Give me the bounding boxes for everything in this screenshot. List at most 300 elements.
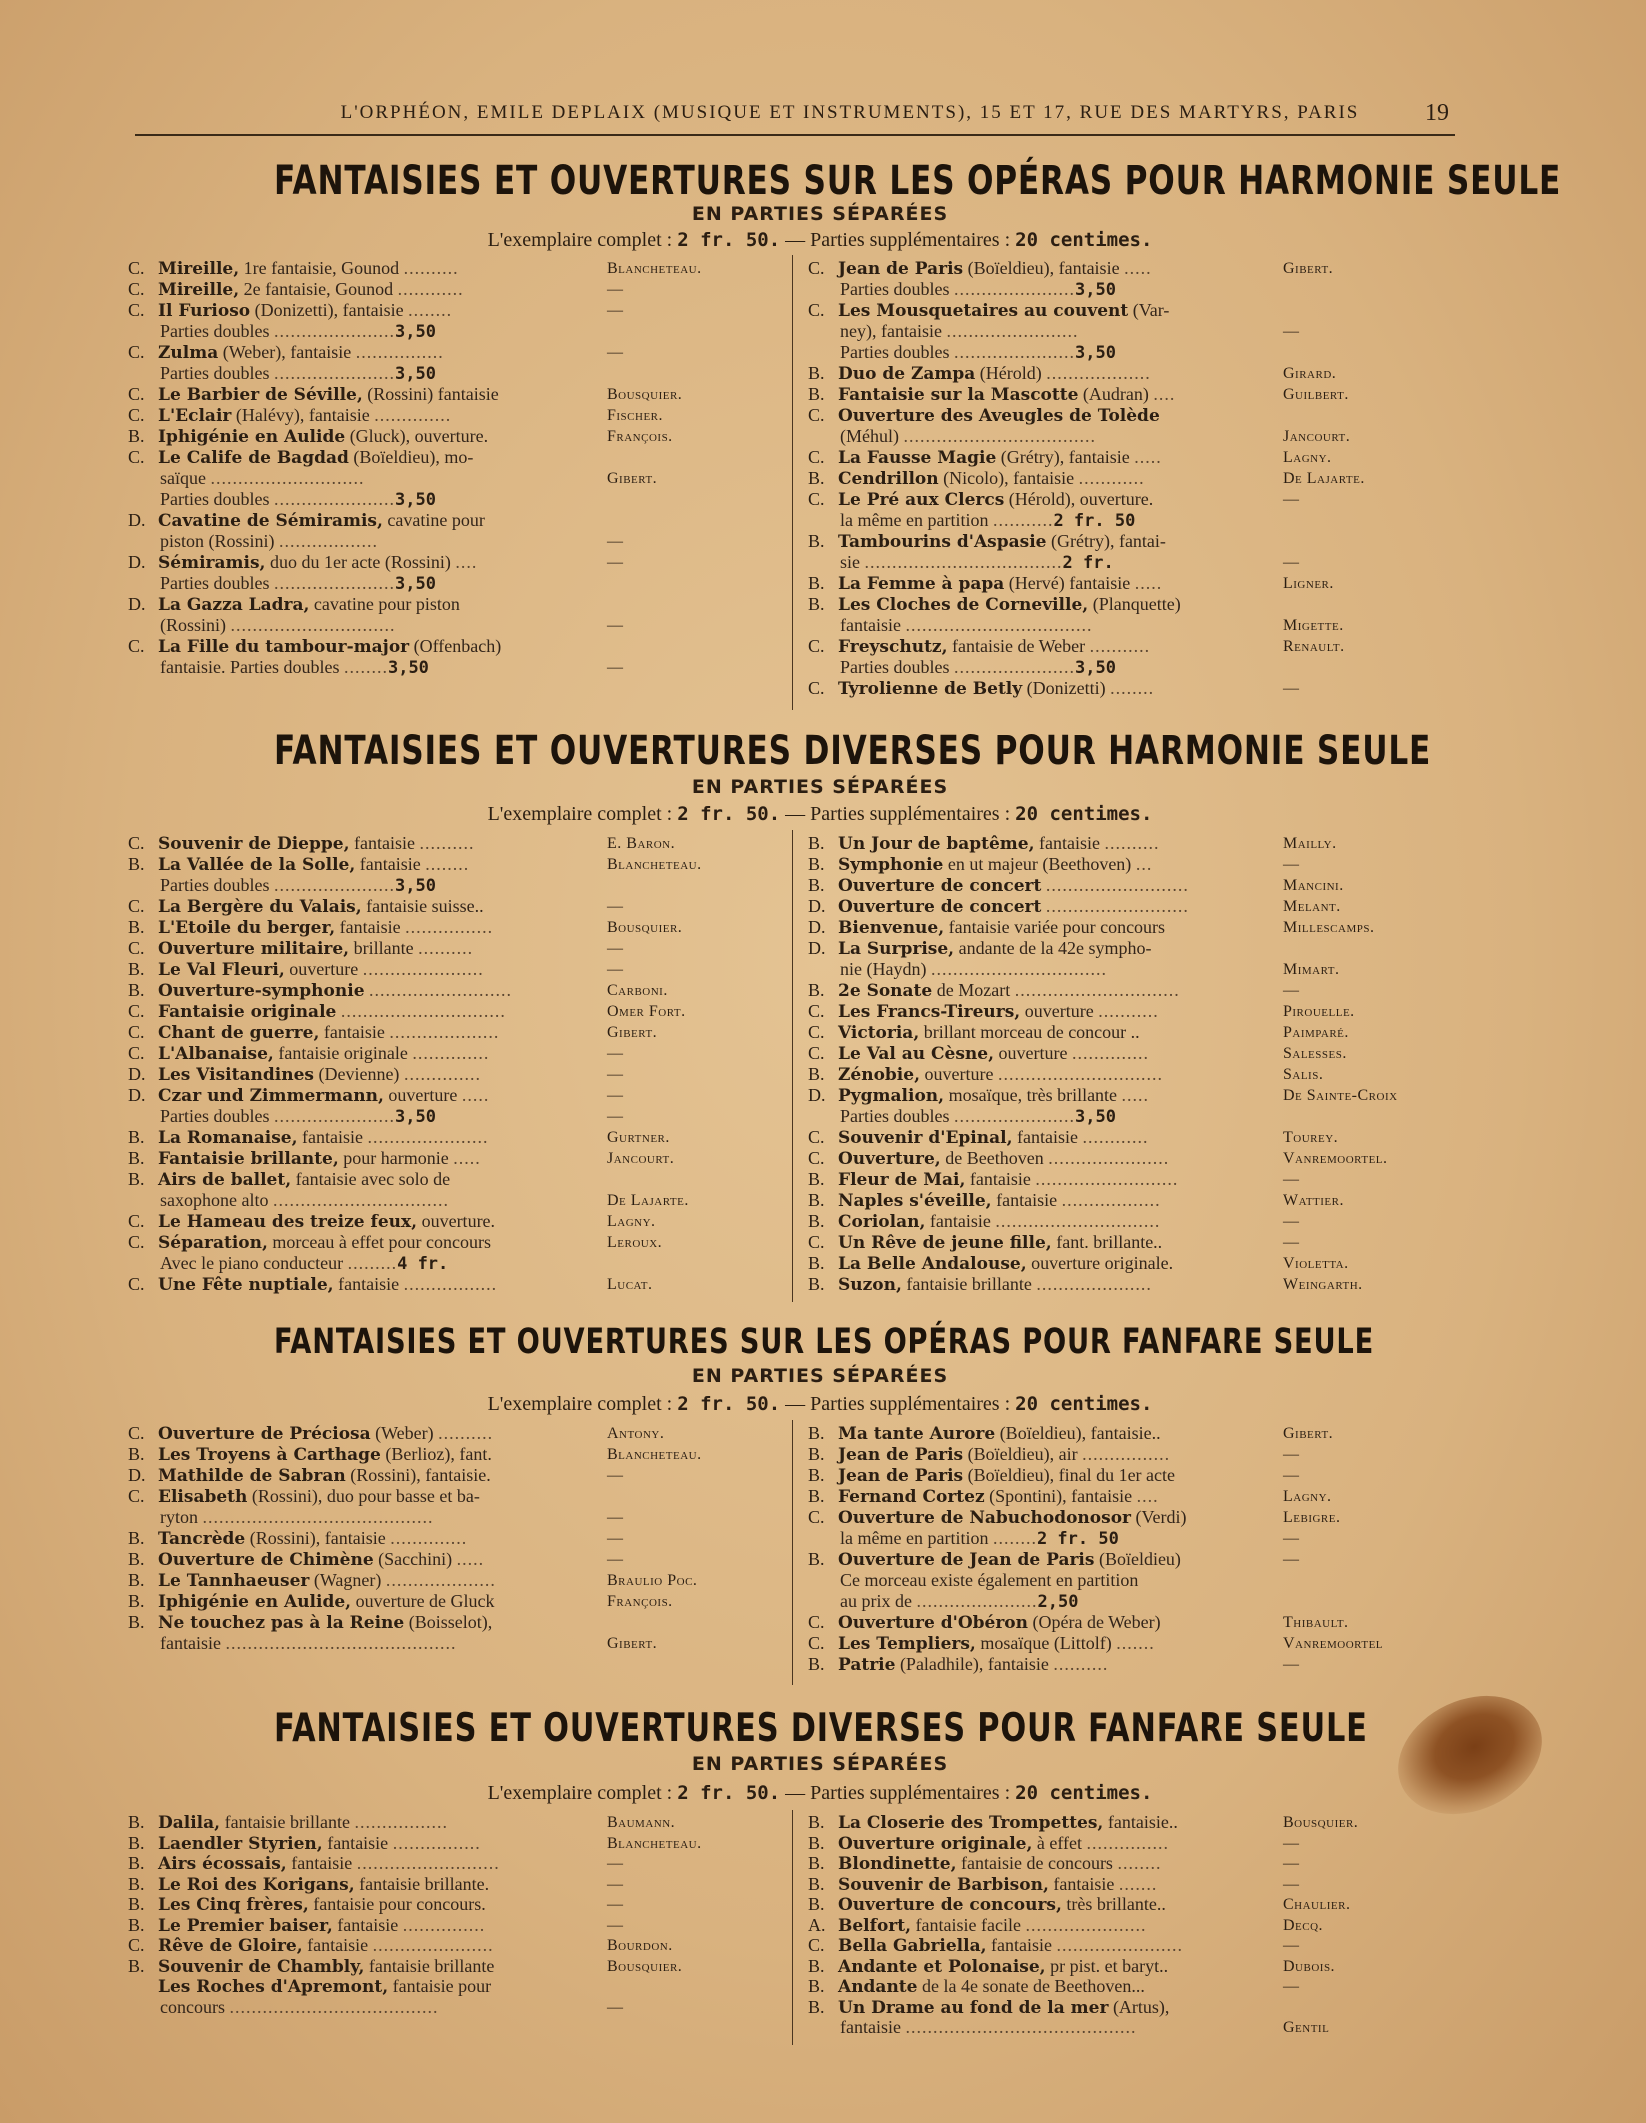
entry-description: concours bbox=[160, 1996, 225, 2017]
entry-arranger: Blancheteau. bbox=[607, 260, 702, 277]
list-item bbox=[808, 1956, 1168, 1977]
entry-leader-dots: ...................... bbox=[954, 279, 1075, 299]
entry-description: la même en partition bbox=[840, 510, 989, 530]
entry-title: Zénobie, bbox=[838, 1065, 921, 1085]
entry-title: La Surprise, bbox=[838, 939, 955, 959]
entry-arranger: Gibert. bbox=[607, 1635, 658, 1652]
entry-arranger: Millescamps. bbox=[1283, 919, 1375, 936]
entry-type-letter: C. bbox=[808, 1232, 825, 1252]
list-item bbox=[128, 489, 436, 510]
entry-type-letter: C. bbox=[128, 258, 145, 278]
entry-leader-dots: ................................ bbox=[272, 1190, 449, 1210]
entry-arranger: Bousquier. bbox=[607, 386, 683, 403]
entry-description: (Boïeldieu) bbox=[1098, 1549, 1181, 1569]
list-item bbox=[808, 917, 1165, 938]
entry-leader-dots: ........ bbox=[992, 1528, 1037, 1548]
entry-arranger: — bbox=[1283, 1467, 1300, 1484]
list-item bbox=[128, 1915, 485, 1936]
list-item bbox=[808, 1127, 1149, 1148]
entry-arranger: Lucat. bbox=[607, 1276, 653, 1293]
entry-description: (Méhul) bbox=[840, 426, 899, 446]
list-item bbox=[128, 1232, 491, 1253]
entry-type-letter: C. bbox=[808, 1043, 825, 1063]
list-item bbox=[808, 1486, 1159, 1507]
entry-title: Symphonie bbox=[838, 855, 944, 875]
entry-arranger: — bbox=[1283, 491, 1300, 508]
list-item bbox=[808, 510, 1135, 531]
list-item bbox=[808, 1612, 1161, 1633]
entry-description: à effet bbox=[1036, 1832, 1083, 1853]
list-item bbox=[128, 1001, 506, 1022]
entry-arranger: — bbox=[1283, 554, 1300, 571]
entry-description: (Hérold) bbox=[979, 363, 1042, 383]
entry-arranger: Pirouelle. bbox=[1283, 1003, 1355, 1020]
entry-description: fantaisie. Parties doubles bbox=[160, 657, 340, 677]
entry-description: fantaisie bbox=[323, 1022, 385, 1042]
entry-price: 2 fr. 50 bbox=[1036, 1529, 1119, 1549]
entry-arranger: Violetta. bbox=[1283, 1255, 1349, 1272]
list-item bbox=[128, 1444, 492, 1465]
entry-type-letter: C. bbox=[808, 636, 825, 656]
entry-description: Parties doubles bbox=[840, 657, 950, 677]
entry-description: (Wagner) bbox=[313, 1570, 382, 1590]
entry-price: 3,50 bbox=[395, 364, 436, 384]
entry-arranger: Chaulier. bbox=[1283, 1896, 1351, 1913]
entry-title: Ouverture de Jean de Paris bbox=[838, 1550, 1095, 1570]
list-item bbox=[128, 1274, 497, 1295]
entry-description: (Gluck), ouverture. bbox=[349, 426, 489, 446]
entry-type-letter: C. bbox=[128, 1935, 145, 1955]
entry-arranger: — bbox=[1283, 1213, 1300, 1230]
list-item bbox=[128, 1465, 491, 1486]
entry-title: La Fille du tambour-major bbox=[158, 637, 410, 657]
entry-arranger: Vanremoortel bbox=[1283, 1635, 1384, 1652]
entry-description: fantaisie bbox=[929, 1211, 991, 1231]
entry-arranger: Vanremoortel. bbox=[1283, 1150, 1388, 1167]
entry-arranger: — bbox=[607, 1467, 624, 1484]
entry-arranger: Thibault. bbox=[1283, 1614, 1349, 1631]
price-extra-label: — Parties supplémentaires : bbox=[785, 803, 1011, 825]
list-item bbox=[128, 917, 493, 938]
entry-leader-dots: ............... bbox=[1086, 1832, 1170, 1853]
entry-description: fantaisie pour bbox=[392, 1976, 492, 1996]
entry-description: (Sacchini) bbox=[378, 1549, 453, 1569]
entry-title: Souvenir d'Epinal, bbox=[838, 1128, 1013, 1148]
entry-type-letter: B. bbox=[128, 1549, 145, 1569]
entry-leader-dots: ........................ bbox=[946, 321, 1079, 341]
list-item bbox=[128, 1423, 493, 1444]
list-item bbox=[808, 678, 1154, 699]
column-divider bbox=[792, 830, 793, 1302]
entry-arranger: Antony. bbox=[607, 1425, 665, 1442]
list-item bbox=[128, 1148, 481, 1169]
entry-leader-dots: .................. bbox=[1061, 1190, 1161, 1210]
entry-type-letter: C. bbox=[128, 1043, 145, 1063]
entry-arranger: — bbox=[607, 961, 624, 978]
entry-arranger: — bbox=[607, 1087, 624, 1104]
entry-type-letter: B. bbox=[128, 980, 145, 1000]
entry-type-letter: B. bbox=[808, 531, 825, 551]
entry-type-letter: B. bbox=[808, 875, 825, 895]
entry-arranger: Baumann. bbox=[607, 1814, 676, 1831]
entry-title: Cavatine de Sémiramis, bbox=[158, 511, 383, 531]
entry-type-letter: B. bbox=[808, 1873, 825, 1894]
list-item bbox=[128, 594, 460, 615]
entry-title: Ouverture de Nabuchodonosor bbox=[838, 1508, 1131, 1528]
entry-arranger: Melant. bbox=[1283, 898, 1341, 915]
entry-arranger: — bbox=[607, 659, 624, 676]
list-item bbox=[128, 1064, 481, 1085]
entry-description: fantaisie bbox=[1039, 833, 1101, 853]
list-item bbox=[808, 279, 1116, 300]
list-item bbox=[808, 489, 1153, 510]
entry-arranger: Jancourt. bbox=[1283, 428, 1351, 445]
entry-title: Le Roi des Korigans, bbox=[158, 1874, 355, 1895]
entry-description: (Rossini), duo pour basse et ba- bbox=[251, 1486, 480, 1506]
entry-description: fantaisie avec solo de bbox=[295, 1169, 451, 1189]
column-divider bbox=[792, 1420, 793, 1685]
entry-type-letter: B. bbox=[808, 1812, 825, 1832]
entry-type-letter: B. bbox=[808, 1894, 825, 1914]
entry-description: fantaisie.. bbox=[1107, 1812, 1178, 1832]
section-subtitle: EN PARTIES SÉPARÉES bbox=[691, 1753, 949, 1775]
entry-title: Elisabeth bbox=[158, 1487, 248, 1507]
list-item bbox=[808, 342, 1116, 363]
entry-title: Tancrède bbox=[158, 1529, 246, 1549]
list-item bbox=[808, 1915, 1146, 1936]
entry-leader-dots: ..... bbox=[461, 1085, 490, 1105]
list-item bbox=[808, 1190, 1161, 1211]
list-item bbox=[128, 636, 501, 657]
entry-title: L'Albanaise, bbox=[158, 1044, 274, 1064]
list-item bbox=[128, 1507, 434, 1528]
entry-leader-dots: .......................... bbox=[356, 1853, 500, 1873]
price-complete-label: L'exemplaire complet : bbox=[487, 1393, 673, 1415]
list-item bbox=[808, 1085, 1149, 1106]
entry-type-letter: B. bbox=[808, 1976, 825, 1996]
entry-arranger: Guilbert. bbox=[1283, 386, 1349, 403]
list-item bbox=[128, 1043, 489, 1064]
list-item bbox=[128, 833, 475, 854]
list-item bbox=[128, 1022, 499, 1043]
entry-leader-dots: .................................... bbox=[864, 552, 1063, 572]
list-item bbox=[808, 1591, 1078, 1612]
entry-type-letter: D. bbox=[128, 510, 146, 530]
entry-type-letter: B. bbox=[808, 1169, 825, 1189]
price-complete-value: 2 fr. 50. bbox=[677, 803, 781, 825]
entry-leader-dots: .......... bbox=[418, 938, 474, 958]
entry-title: Mathilde de Sabran bbox=[158, 1466, 346, 1486]
entry-arranger: — bbox=[1283, 1171, 1300, 1188]
entry-description: fantaisie bbox=[1053, 1873, 1115, 1894]
list-item bbox=[808, 2017, 1136, 2038]
entry-type-letter: C. bbox=[128, 279, 145, 299]
entry-title: Zulma bbox=[158, 343, 219, 363]
entry-arranger: — bbox=[1283, 1530, 1300, 1547]
entry-arranger: Gurtner. bbox=[607, 1129, 670, 1146]
entry-title: Mireille, bbox=[158, 280, 240, 300]
price-extra-label: — Parties supplémentaires : bbox=[785, 1782, 1011, 1804]
entry-description: fantaisie bbox=[840, 615, 901, 635]
entry-description: (Var- bbox=[1132, 300, 1170, 320]
list-item bbox=[808, 1274, 1152, 1295]
entry-arranger: Mimart. bbox=[1283, 961, 1340, 978]
entry-title: Airs de ballet, bbox=[158, 1170, 292, 1190]
entry-title: Rêve de Gloire, bbox=[158, 1936, 303, 1956]
entry-title: Souvenir de Chambly, bbox=[158, 1956, 365, 1977]
entry-leader-dots: ..... bbox=[1134, 447, 1162, 467]
column-divider bbox=[792, 1810, 793, 2045]
entry-type-letter: B. bbox=[808, 1253, 825, 1273]
entry-description: (Rossini), fantaisie. bbox=[350, 1465, 491, 1485]
entry-type-letter: B. bbox=[808, 573, 825, 593]
entry-title: Bienvenue, bbox=[838, 918, 945, 938]
entry-type-letter: B. bbox=[808, 1955, 825, 1976]
entry-title: Les Visitandines bbox=[158, 1065, 314, 1085]
entry-leader-dots: .... bbox=[1136, 1486, 1159, 1506]
entry-type-letter: A. bbox=[808, 1914, 826, 1935]
entry-arranger: — bbox=[1283, 1978, 1300, 1995]
entry-type-letter: C. bbox=[808, 1507, 825, 1527]
entry-type-letter: C. bbox=[128, 1211, 145, 1231]
list-item bbox=[128, 1935, 494, 1956]
list-item bbox=[808, 1253, 1173, 1274]
entry-type-letter: B. bbox=[128, 1853, 145, 1873]
entry-description: fantaisie bbox=[359, 854, 421, 874]
entry-arranger: — bbox=[1283, 1446, 1300, 1463]
entry-arranger: Mancini. bbox=[1283, 877, 1344, 894]
list-item bbox=[128, 573, 436, 594]
entry-type-letter: D. bbox=[128, 1085, 146, 1105]
entry-leader-dots: ..... bbox=[456, 1549, 485, 1569]
entry-type-letter: B. bbox=[808, 980, 825, 1000]
entry-description: mosaïque (Littolf) bbox=[980, 1633, 1112, 1653]
entry-description: fantaisie brillante. bbox=[359, 1873, 490, 1894]
entry-leader-dots: ........... bbox=[992, 510, 1054, 530]
entry-title: Le Premier baiser, bbox=[158, 1915, 333, 1936]
entry-leader-dots: .... bbox=[1153, 384, 1176, 404]
entry-description: la même en partition bbox=[840, 1528, 989, 1548]
list-item bbox=[128, 426, 488, 447]
entry-arranger: Tourey. bbox=[1283, 1129, 1339, 1146]
entry-description: (Boïeldieu), fantaisie.. bbox=[999, 1423, 1161, 1443]
entry-price: 3,50 bbox=[1075, 343, 1116, 363]
list-item bbox=[128, 279, 464, 300]
entry-leader-dots: .......... bbox=[1053, 1654, 1109, 1674]
entry-type-letter: B. bbox=[808, 1190, 825, 1210]
entry-title: Ouverture des Aveugles de Tolède bbox=[838, 406, 1160, 426]
list-item bbox=[128, 896, 484, 917]
entry-type-letter: B. bbox=[808, 594, 825, 614]
entry-title: Tambourins d'Aspasie bbox=[838, 532, 1047, 552]
list-item bbox=[808, 1001, 1159, 1022]
entry-description: (Grétry), fantaisie bbox=[1000, 447, 1130, 467]
entry-type-letter: C. bbox=[808, 678, 825, 698]
entry-leader-dots: ................. bbox=[403, 1274, 498, 1294]
entry-leader-dots: ........... bbox=[1089, 636, 1151, 656]
price-complete-value: 2 fr. 50. bbox=[677, 1393, 781, 1415]
entry-description: fantaisie bbox=[337, 1914, 399, 1935]
list-item bbox=[808, 594, 1181, 615]
price-extra-value: 20 centimes. bbox=[1015, 1782, 1153, 1804]
list-item bbox=[808, 426, 1096, 447]
entry-title: Sémiramis, bbox=[158, 553, 266, 573]
list-item bbox=[128, 1976, 491, 1997]
entry-type-letter: C. bbox=[128, 896, 145, 916]
entry-type-letter: B. bbox=[808, 1832, 825, 1853]
entry-price: 4 fr. bbox=[397, 1254, 449, 1274]
list-item bbox=[128, 980, 512, 1001]
entry-arranger: Leroux. bbox=[607, 1234, 663, 1251]
entry-description: (Planquette) bbox=[1092, 594, 1181, 614]
entry-description: (Artus), bbox=[1112, 1996, 1170, 2017]
list-item bbox=[808, 1444, 1170, 1465]
entry-description: fantaisie bbox=[354, 833, 415, 853]
entry-leader-dots: ...................... bbox=[916, 1591, 1038, 1611]
entry-title: Naples s'éveille, bbox=[838, 1191, 992, 1211]
entry-description: (Rossini) fantaisie bbox=[367, 384, 499, 404]
entry-price: 3,50 bbox=[395, 490, 436, 510]
entry-type-letter: C. bbox=[128, 1486, 145, 1506]
entry-leader-dots: ................... bbox=[1046, 363, 1151, 383]
entry-type-letter: B. bbox=[128, 1169, 145, 1189]
list-item bbox=[808, 363, 1151, 384]
entry-description: brillant morceau de concour .. bbox=[923, 1022, 1140, 1042]
entry-leader-dots: ................ bbox=[405, 917, 494, 937]
entry-title: Fantaisie sur la Mascotte bbox=[838, 385, 1079, 405]
entry-leader-dots: ....... bbox=[1118, 1873, 1158, 1894]
entry-description: ouverture bbox=[998, 1043, 1068, 1063]
entry-type-letter: B. bbox=[808, 1211, 825, 1231]
entry-price: 3,50 bbox=[395, 876, 436, 896]
entry-leader-dots: .......................................... bbox=[225, 1633, 457, 1653]
price-extra-label: — Parties supplémentaires : bbox=[785, 1393, 1011, 1415]
entry-arranger: Lagny. bbox=[1283, 449, 1332, 466]
entry-title: Le Barbier de Séville, bbox=[158, 385, 363, 405]
entry-leader-dots: ................ bbox=[392, 1832, 481, 1853]
price-line bbox=[120, 1393, 1520, 1416]
list-item bbox=[808, 1169, 1178, 1190]
price-line bbox=[120, 229, 1520, 252]
list-item bbox=[128, 1612, 492, 1633]
entry-description: (Rossini), fantaisie bbox=[249, 1528, 386, 1548]
entry-arranger: Carboni. bbox=[607, 982, 668, 999]
list-item bbox=[808, 1022, 1140, 1043]
entry-type-letter: C. bbox=[808, 258, 825, 278]
list-item bbox=[808, 959, 1107, 980]
entry-leader-dots: ...................................... bbox=[229, 1996, 439, 2017]
entry-arranger: Omer Fort. bbox=[607, 1003, 686, 1020]
list-item bbox=[808, 833, 1160, 854]
entry-title: Ouverture de concert bbox=[838, 897, 1042, 917]
entry-description: fantaisie bbox=[307, 1935, 369, 1955]
entry-type-letter: B. bbox=[128, 1444, 145, 1464]
entry-description: (Paladhile), fantaisie bbox=[899, 1654, 1049, 1674]
list-item bbox=[808, 657, 1116, 678]
entry-type-letter: B. bbox=[128, 1955, 145, 1976]
entry-description: (Hervé) fantaisie bbox=[1008, 573, 1131, 593]
entry-description: saxophone alto bbox=[160, 1190, 269, 1210]
entry-title: Fernand Cortez bbox=[838, 1487, 985, 1507]
entry-leader-dots: ............ bbox=[1078, 468, 1145, 488]
entry-title: Séparation, bbox=[158, 1233, 268, 1253]
list-item bbox=[128, 384, 499, 405]
entry-leader-dots: .......... bbox=[438, 1423, 494, 1443]
entry-description: (Nicolo), fantaisie bbox=[943, 468, 1075, 488]
list-item bbox=[128, 1894, 486, 1915]
list-item bbox=[808, 1833, 1169, 1854]
entry-arranger: Blancheteau. bbox=[607, 856, 702, 873]
entry-title: Jean de Paris bbox=[838, 259, 964, 279]
entry-leader-dots: ................. bbox=[354, 1812, 449, 1832]
entry-leader-dots: ..... bbox=[453, 1148, 481, 1168]
section-subtitle: EN PARTIES SÉPARÉES bbox=[691, 776, 949, 798]
entry-arranger: Wattier. bbox=[1283, 1192, 1344, 1209]
list-item bbox=[808, 615, 1092, 636]
list-item bbox=[808, 980, 1180, 1001]
list-item bbox=[808, 1894, 1166, 1915]
entry-title: Ne touchez pas à la Reine bbox=[158, 1613, 405, 1633]
list-item bbox=[808, 1874, 1157, 1895]
entry-type-letter: C. bbox=[128, 1001, 145, 1021]
entry-leader-dots: ...................... bbox=[954, 342, 1075, 362]
entry-arranger: Blancheteau. bbox=[607, 1446, 702, 1463]
entry-leader-dots: ......... bbox=[347, 1253, 398, 1273]
entry-leader-dots: ...................... bbox=[954, 657, 1075, 677]
entry-arranger: Lagny. bbox=[1283, 1488, 1332, 1505]
entry-description: fantaisie bbox=[339, 917, 401, 937]
list-item bbox=[808, 1654, 1108, 1675]
entry-arranger: Gibert. bbox=[607, 1024, 658, 1041]
entry-type-letter: B. bbox=[128, 1612, 145, 1632]
entry-title: Chant de guerre, bbox=[158, 1023, 320, 1043]
entry-description: ryton bbox=[160, 1507, 198, 1527]
entry-type-letter: B. bbox=[808, 1274, 825, 1294]
list-item bbox=[128, 1591, 495, 1612]
entry-title: La Bergère du Valais, bbox=[158, 897, 362, 917]
entry-type-letter: B. bbox=[808, 1064, 825, 1084]
section-title: FANTAISIES ET OUVERTURES SUR LES OPÉRAS POUR FANFARE SEULE bbox=[274, 1322, 1375, 1362]
list-item bbox=[128, 1190, 449, 1211]
entry-title: Les Templiers, bbox=[838, 1634, 976, 1654]
list-item bbox=[128, 552, 477, 573]
entry-description: (Grétry), fantai- bbox=[1050, 531, 1166, 551]
price-complete-value: 2 fr. 50. bbox=[677, 1782, 781, 1804]
entry-arranger: Migette. bbox=[1283, 617, 1344, 634]
entry-description: fantaisie brillante bbox=[368, 1955, 495, 1976]
entry-leader-dots: .......... bbox=[1104, 833, 1160, 853]
entry-arranger: — bbox=[607, 554, 624, 571]
list-item bbox=[128, 1211, 495, 1232]
entry-description: fantaisie variée pour concours bbox=[948, 917, 1166, 937]
entry-type-letter: B. bbox=[128, 1914, 145, 1935]
price-line bbox=[120, 803, 1520, 826]
entry-type-letter: B. bbox=[808, 1486, 825, 1506]
entry-description: (Devienne) bbox=[318, 1064, 400, 1084]
entry-title: Airs écossais, bbox=[158, 1854, 287, 1874]
entry-type-letter: C. bbox=[128, 1423, 145, 1443]
entry-type-letter: C. bbox=[808, 1148, 825, 1168]
entry-leader-dots: .................................. bbox=[905, 615, 1093, 635]
entry-leader-dots: .............................. bbox=[1014, 980, 1180, 1000]
list-item bbox=[808, 552, 1114, 573]
entry-description: nie (Haydn) bbox=[840, 959, 927, 979]
entry-description: Parties doubles bbox=[840, 279, 950, 299]
entry-type-letter: B. bbox=[808, 1444, 825, 1464]
entry-type-letter: B. bbox=[808, 1996, 825, 2017]
entry-leader-dots: ................ bbox=[1082, 1444, 1171, 1464]
entry-leader-dots: .............................. bbox=[997, 1064, 1163, 1084]
